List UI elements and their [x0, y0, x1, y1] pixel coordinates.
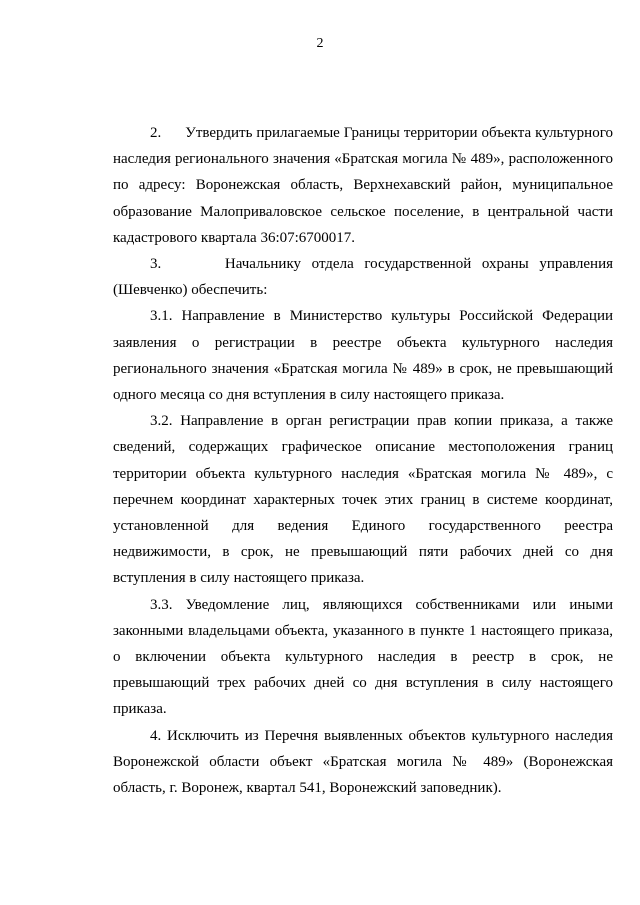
- paragraph-item-3: 3. Начальнику отдела государственной охраны управления (Шевченко) обеспечить:: [113, 256, 613, 299]
- page-number: 2: [316, 36, 324, 51]
- paragraph-item-3-3: 3.3. Уведомление лиц, являющихся собственниками или иными законными владельцами объекта, указанного в пункте 1 настоящего приказа, о включении объекта культурного наследия в реестр в срок, не превышающий трех рабочих дней со дня вступления в силу настоящего приказа.: [113, 596, 613, 718]
- document-body: [113, 120, 613, 801]
- paragraph-item-3-1: 3.1. Направление в Министерство культуры Российской Федерации заявления о регистрации в реестре объекта культурного наследия регионального значения «Братская могила № 489» в срок, не превышающий одного месяца со дня вступления в силу настоящего приказа.: [113, 308, 613, 404]
- paragraph-item-4: 4. Исключить из Перечня выявленных объектов культурного наследия Воронежской области объект «Братская могила № 489» (Воронежская область, г. Воронеж, квартал 541, Воронежский заповедник).: [113, 727, 613, 797]
- paragraph-item-2: 2. Утвердить прилагаемые Границы территории объекта культурного наследия регионального значения «Братская могила № 489», расположенного по адресу: Воронежская область, Верхнехавский район, муниципальное образование Малоприваловское сельское поселение, в центральной части кадастрового квартала 36:07:6700017.: [113, 125, 613, 246]
- paragraph-item-3-2: 3.2. Направление в орган регистрации прав копии приказа, а также сведений, содержащих графическое описание местоположения границ территории объекта культурного наследия «Братская могила № 489», с перечнем координат характерных точек этих границ в системе координат, установленной для ведения Единого государственного реестра недвижимости, в срок, не превышающий пяти рабочих дней со дня вступления в силу настоящего приказа.: [113, 413, 613, 587]
